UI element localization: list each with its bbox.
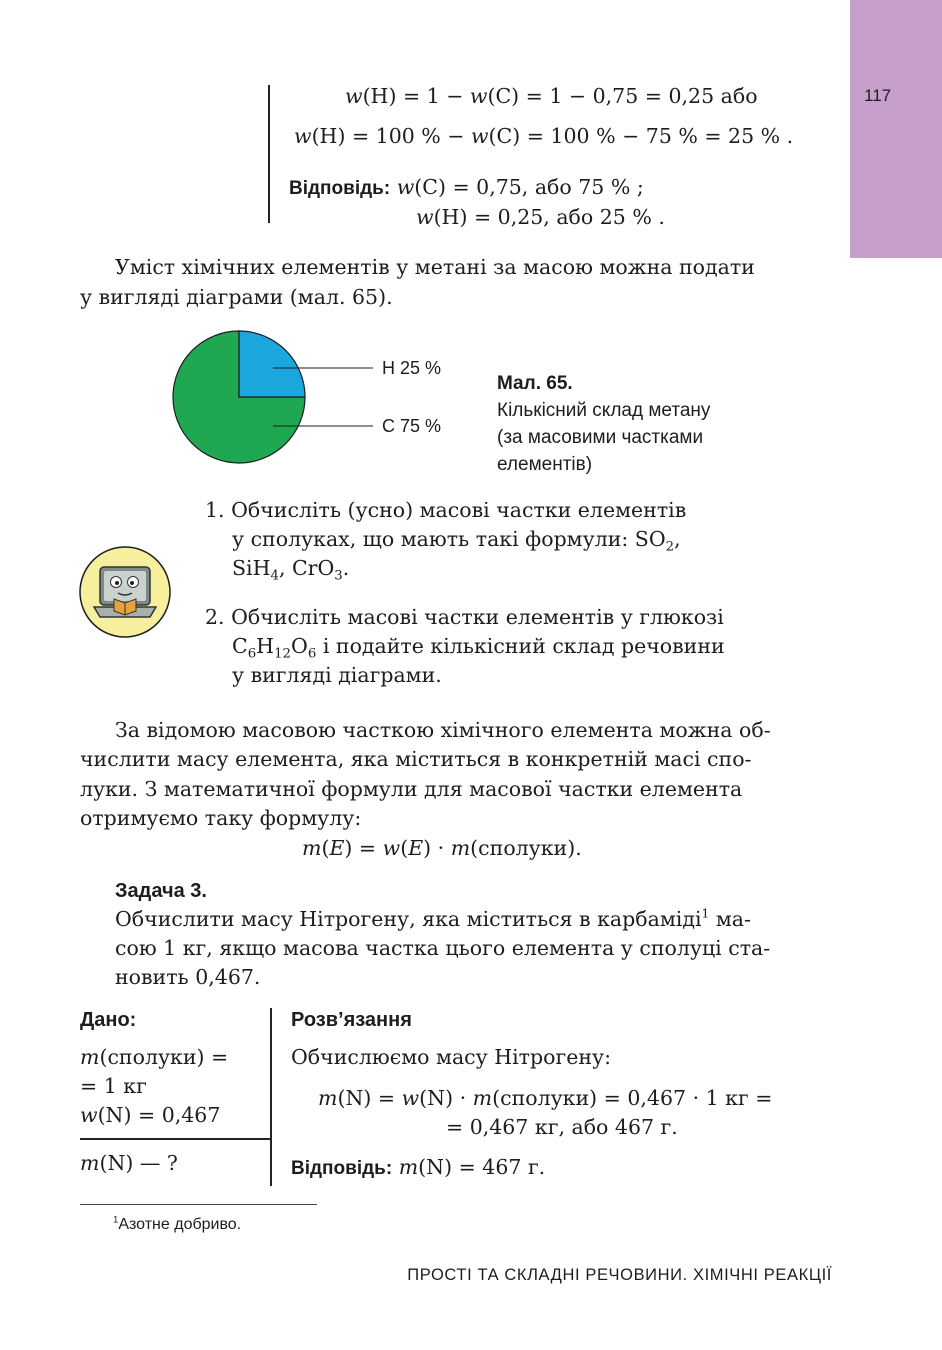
problem-line-3: новить 0,467. xyxy=(115,965,261,989)
answer-line-2: w(H) = 0,25, або 25 % . xyxy=(416,205,665,229)
problem-title: Задача 3. xyxy=(115,880,207,902)
intro-line-1: Уміст хімічних елементів у метані за масою можна подати xyxy=(115,255,755,279)
task-2: 2. Обчисліть масові частки елементів у глюкозі $C_6H_{12}O_6$ і подайте кількісний склад речовини у вигляді діаграми. xyxy=(205,605,725,687)
footnote: $^1$Азотне добриво. xyxy=(113,1214,242,1233)
mass-formula: m(E) = w(E) · m(сполуки). xyxy=(302,836,582,860)
paragraph-line-4: отримуємо таку формулу: xyxy=(80,806,362,830)
solution-line-2: w(H) = 100 % − w(C) = 100 % − 75 % = 25 % . xyxy=(294,124,794,148)
page-number: 117 xyxy=(864,86,892,105)
label-h: H 25 % xyxy=(382,358,442,378)
given-line-1: m(сполуки) = xyxy=(80,1045,229,1069)
intro-line-2: у вигляді діаграми (мал. 65). xyxy=(80,285,393,309)
solution-answer: Відповідь: m(N) = 467 г. xyxy=(291,1155,546,1179)
task-1: 1. Обчисліть (усно) масові частки елементів у сполуках, що мають такі формули: $SO_2$, SiH$_4$, CrO$_3$. xyxy=(205,498,687,584)
paragraph-line-1: За відомою масовою часткою хімічного елемента можна об- xyxy=(115,718,771,742)
find-line: m(N) — ? xyxy=(80,1151,178,1175)
problem-line-2: сою 1 кг, якщо масова частка цього елемента у сполуці ста- xyxy=(115,936,771,960)
given-divider xyxy=(270,1008,272,1186)
given-find-divider xyxy=(80,1138,271,1140)
solution-title: Розв’язання xyxy=(291,1009,412,1031)
pie-chart xyxy=(170,330,455,470)
answer-label: Відповідь: xyxy=(289,178,391,199)
given-line-3: w(N) = 0,467 xyxy=(80,1103,221,1127)
running-footer: ПРОСТІ ТА СКЛАДНІ РЕЧОВИНИ. ХІМІЧНІ РЕАКЦІЇ xyxy=(407,1266,832,1284)
answer-line-1: Відповідь: w(C) = 0,75, або 75 % ; xyxy=(289,175,644,199)
figure-label: Мал. 65. xyxy=(497,373,573,394)
label-c: C 75 % xyxy=(382,416,442,436)
given-line-2: = 1 кг xyxy=(80,1074,147,1098)
footnote-rule xyxy=(80,1204,317,1205)
solution-text-1: Обчислюємо масу Нітрогену: xyxy=(291,1045,611,1069)
paragraph-line-3: луки. З математичної формули для масової частки елемента xyxy=(80,777,743,801)
paragraph-line-2: числити масу елемента, яка міститься в конкретній масі спо- xyxy=(80,747,752,771)
problem-line-1: Обчислити масу Нітрогену, яка міститься в карбаміді$^1$ ма- xyxy=(115,906,751,931)
solution-formula-2: = 0,467 кг, або 467 г. xyxy=(446,1115,678,1139)
given-title: Дано: xyxy=(80,1009,137,1031)
solution-left-rule xyxy=(268,85,270,223)
solution-formula-1: m(N) = w(N) · m(сполуки) = 0,467 · 1 кг = xyxy=(318,1086,773,1110)
laptop-mascot-icon xyxy=(78,545,172,639)
solution-line-1: w(H) = 1 − w(C) = 1 − 0,75 = 0,25 або xyxy=(345,84,758,108)
chapter-tab xyxy=(850,0,942,258)
figure-caption: Мал. 65. Кількісний склад метану (за масовими частками елементів) xyxy=(497,370,710,478)
pie-slice-h xyxy=(239,331,305,397)
